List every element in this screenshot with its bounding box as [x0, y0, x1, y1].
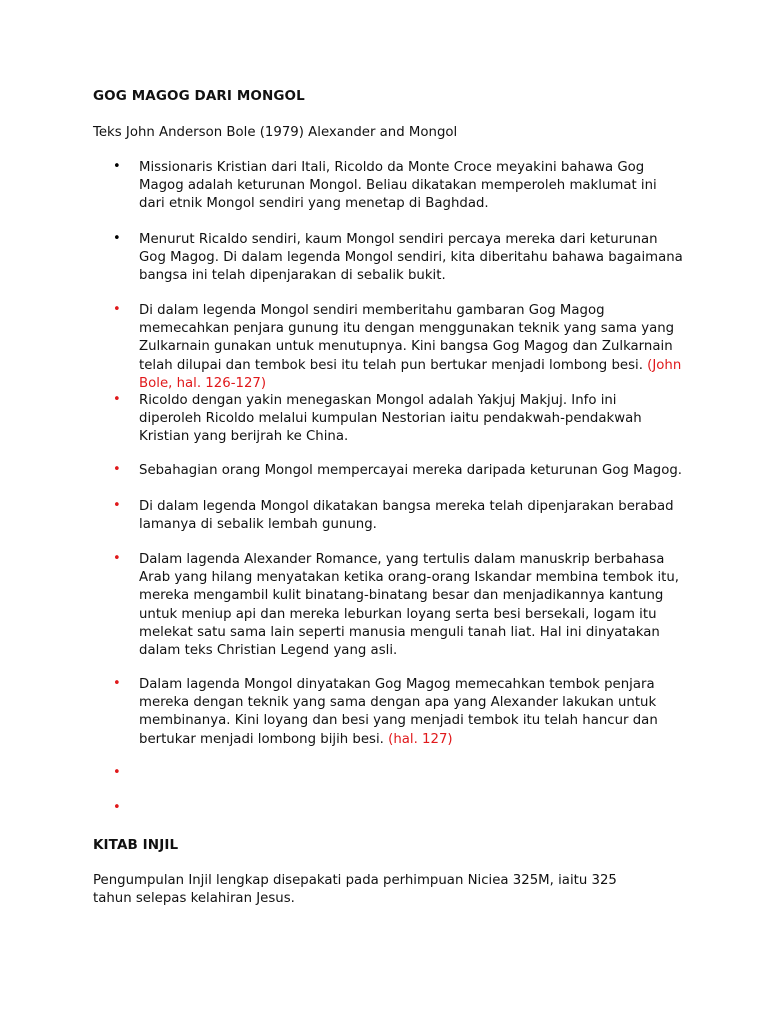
- bullet-icon: •: [113, 392, 121, 407]
- list-item: [113, 392, 683, 447]
- list-item-text: Ricoldo dengan yakin menegaskan Mongol adalah Yakjuj Makjuj. Info ini diperoleh Ricoldo melalui kumpulan Nestorian iaitu pendakwah-pendakwah Kristian yang berijrah ke China.: [139, 393, 642, 445]
- section-heading-gog-magog: GOG MAGOG DARI MONGOL: [93, 88, 305, 104]
- bullet-icon: •: [113, 231, 121, 246]
- intro-paragraph: Teks John Anderson Bole (1979) Alexander and Mongol: [93, 125, 458, 140]
- bullet-icon: •: [113, 159, 121, 174]
- bullet-icon: •: [113, 302, 121, 317]
- bullet-icon: •: [113, 800, 121, 815]
- body-paragraph: Pengumpulan Injil lengkap disepakati pada perhimpuan Niciea 325M, iaitu 325 tahun selepas kelahiran Jesus.: [93, 873, 617, 907]
- section-heading-kitab-injil: KITAB INJIL: [93, 837, 179, 853]
- list-item: [113, 231, 683, 286]
- list-item-text: Menurut Ricaldo sendiri, kaum Mongol sendiri percaya mereka dari keturunan Gog Magog. Di dalam legenda Mongol sendiri, kita diberitahu bahawa bagaimana bangsa ini telah dipenjarakan di sebalik bukit.: [139, 232, 683, 284]
- list-item-text: Sebahagian orang Mongol mempercayai mereka daripada keturunan Gog Magog.: [139, 463, 683, 478]
- list-item: [113, 676, 683, 749]
- list-item: [113, 551, 683, 660]
- list-item: [113, 462, 683, 480]
- bullet-icon: •: [113, 551, 121, 566]
- citation: (hal. 127): [388, 731, 453, 747]
- list-item-text: Di dalam legenda Mongol dikatakan bangsa mereka telah dipenjarakan berabad lamanya di sebalik lembah gunung.: [139, 499, 674, 533]
- list-item-text: Di dalam legenda Mongol sendiri memberitahu gambaran Gog Magog memecahkan penjara gunung itu dengan menggunakan teknik yang sama yang Zulkarnain gunakan untuk menutupnya. Kini bangsa Gog Magog dan Zulkarnain telah dilupai dan tembok besi itu telah pun bertukar menjadi lombong besi. (John Bole, hal. 126-127): [139, 303, 682, 391]
- bullet-icon: •: [113, 765, 121, 780]
- bullet-icon: •: [113, 462, 121, 477]
- list-item-text: Dalam lagenda Alexander Romance, yang tertulis dalam manuskrip berbahasa Arab yang hilang menyatakan ketika orang-orang Iskandar membina tembok itu, mereka mengambil kulit binatang-binatang besar dan menjadikannya kantung untuk meniup api dan mereka leburkan loyang serta besi bersekali, logam itu melekat satu sama lain seperti manusia menguli tanah liat. Hal ini dinyatakan dalam teks Christian Legend yang asli.: [139, 552, 680, 659]
- list-item-text: Dalam lagenda Mongol dinyatakan Gog Magog memecahkan tembok penjara mereka dengan teknik yang sama dengan apa yang Alexander lakukan untuk membinanya. Kini loyang dan besi yang menjadi tembok itu telah hancur dan bertukar menjadi lombong bijih besi. (hal. 127): [139, 677, 658, 747]
- list-item: [113, 159, 683, 214]
- list-item: [113, 498, 683, 534]
- list-item-text: Missionaris Kristian dari Itali, Ricoldo da Monte Croce meyakini bahawa Gog Magog adalah keturunan Mongol. Beliau dikatakan memperoleh maklumat ini dari etnik Mongol sendiri yang menetap di Baghdad.: [139, 160, 657, 212]
- bullet-icon: •: [113, 676, 121, 691]
- citation: (John Bole, hal. 126-127): [139, 357, 682, 391]
- bullet-icon: •: [113, 498, 121, 513]
- list-item: [113, 302, 683, 393]
